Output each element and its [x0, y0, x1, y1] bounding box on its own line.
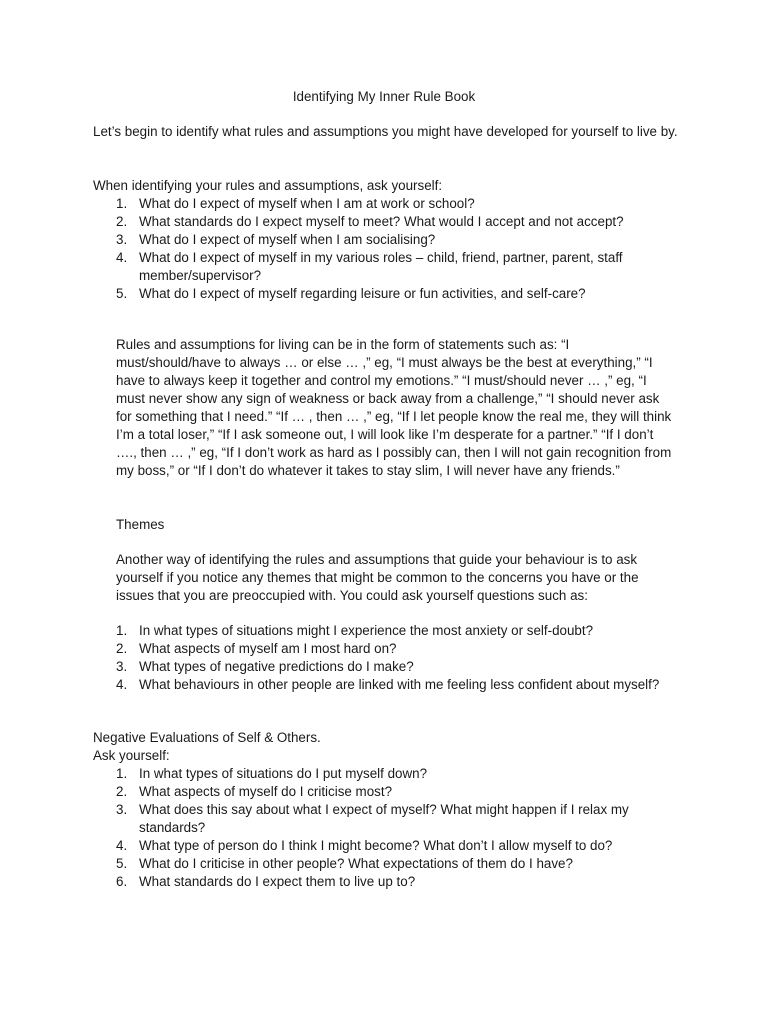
- section-lead: Ask yourself:: [93, 748, 170, 763]
- document-title: Identifying My Inner Rule Book: [292, 89, 476, 104]
- list-item: 4. What type of person do I think I might become? What don’t I allow myself to do?: [116, 838, 613, 853]
- list-item: 3. What types of negative predictions do I make?: [116, 659, 414, 674]
- numbered-list: [93, 622, 683, 694]
- list-item: 2. What standards do I expect myself to meet? What would I accept and not accept?: [116, 214, 624, 229]
- themes-paragraph: Another way of identifying the rules and assumptions that guide your behaviour is to ask yourself if you notice any themes that might be common to the concerns you have or the issues that you are preoccupied with. You could ask yourself questions such as:: [116, 552, 639, 603]
- numbered-list: [93, 195, 683, 303]
- list-item: 4. What do I expect of myself in my various roles – child, friend, partner, parent, staff member/supervisor?: [116, 250, 623, 283]
- intro-paragraph: Let’s begin to identify what rules and assumptions you might have developed for yourself to live by.: [93, 124, 678, 139]
- list-number: 5.: [116, 856, 128, 871]
- list-item: 1. In what types of situations might I experience the most anxiety or self-doubt?: [116, 623, 594, 638]
- list-number: 1.: [116, 623, 128, 638]
- list-item: 1. In what types of situations do I put myself down?: [116, 766, 428, 781]
- list-number: 2.: [116, 784, 128, 799]
- themes-heading: Themes: [116, 517, 165, 532]
- list-number: 5.: [116, 286, 128, 301]
- list-number: 4.: [116, 838, 128, 853]
- list-item: 4. What behaviours in other people are linked with me feeling less confident about myself?: [116, 677, 660, 692]
- list-number: 3.: [116, 659, 128, 674]
- list-number: 2.: [116, 641, 128, 656]
- list-number: 1.: [116, 766, 128, 781]
- list-number: 4.: [116, 250, 128, 265]
- list-item: 3. What does this say about what I expect of myself? What might happen if I relax my standards?: [116, 802, 629, 835]
- section-heading: Negative Evaluations of Self & Others.: [93, 730, 321, 745]
- list-item: 3. What do I expect of myself when I am socialising?: [116, 232, 436, 247]
- rules-paragraph: Rules and assumptions for living can be in the form of statements such as: “I must/should/have to always … or else … ,” eg, “I must always be the best at everything,” “I have to always keep it together and control my emotions.” “I must/should never … ,” eg, “I must never show any sign of weakness or back away from a challenge,” “I should never ask for something that I need.” “If … , then … ,” eg, “If I let people know the real me, they will think I’m a total loser,” “If I ask someone out, I will look like I’m desperate for a partner.” “If I don’t …., then … ,” eg, “If I don’t work as hard as I possibly can, then I will not gain recognition from my boss,” or “If I don’t do whatever it takes to stay slim, I will never have any friends.”: [116, 337, 672, 478]
- list-number: 3.: [116, 802, 128, 817]
- numbered-list: [93, 765, 683, 891]
- list-item: 1. What do I expect of myself when I am at work or school?: [116, 196, 475, 211]
- section-themes-questions: [93, 622, 683, 694]
- section-negative-evaluations: [93, 729, 683, 891]
- section-lead: When identifying your rules and assumptions, ask yourself:: [93, 178, 443, 193]
- list-number: 6.: [116, 874, 128, 889]
- list-item: 6. What standards do I expect them to live up to?: [116, 874, 416, 889]
- list-number: 2.: [116, 214, 128, 229]
- list-number: 3.: [116, 232, 128, 247]
- list-item: 5. What do I expect of myself regarding leisure or fun activities, and self-care?: [116, 286, 586, 301]
- list-item: 2. What aspects of myself do I criticise most?: [116, 784, 393, 799]
- list-item: 5. What do I criticise in other people? What expectations of them do I have?: [116, 856, 573, 871]
- list-number: 4.: [116, 677, 128, 692]
- list-number: 1.: [116, 196, 128, 211]
- section-rules-questions: [93, 177, 683, 303]
- list-item: 2. What aspects of myself am I most hard on?: [116, 641, 397, 656]
